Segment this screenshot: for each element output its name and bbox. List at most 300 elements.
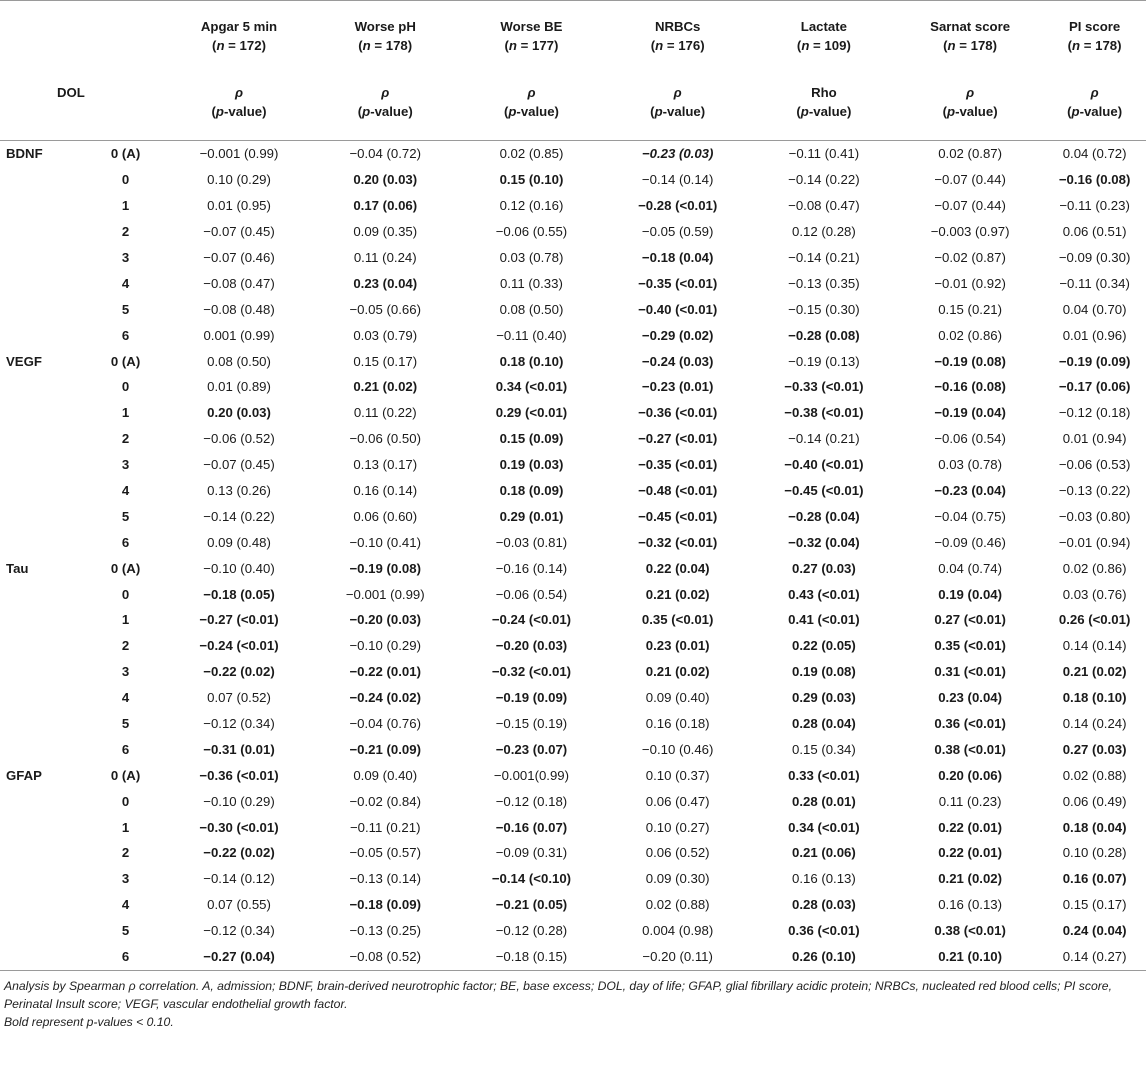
dol-value: 0 bbox=[121, 793, 130, 809]
correlation-cell: −0.40 (<0.01) bbox=[638, 301, 718, 317]
correlation-cell: −0.30 (<0.01) bbox=[199, 819, 279, 835]
correlation-cell: 0.04 (0.74) bbox=[938, 560, 1002, 576]
correlation-cell: −0.22 (0.02) bbox=[203, 845, 275, 861]
correlation-cell: −0.19 (0.13) bbox=[788, 353, 860, 369]
table-row bbox=[0, 607, 1146, 633]
correlation-cell: 0.01 (0.95) bbox=[207, 198, 271, 214]
stat-label: ρ bbox=[235, 84, 244, 100]
dol-value: 2 bbox=[121, 845, 130, 861]
correlation-cell: −0.06 (0.53) bbox=[1058, 457, 1131, 473]
correlation-cell: 0.20 (0.03) bbox=[207, 405, 271, 421]
correlation-cell: 0.13 (0.17) bbox=[353, 457, 418, 473]
correlation-cell: −0.40 (<0.01) bbox=[784, 457, 864, 473]
column-title: Worse BE bbox=[500, 19, 563, 34]
correlation-cell: −0.11 (0.41) bbox=[788, 146, 860, 162]
table-row bbox=[0, 555, 1146, 581]
correlation-cell: 0.10 (0.27) bbox=[645, 819, 710, 835]
stat-label: ρ bbox=[673, 84, 682, 100]
correlation-cell: 0.20 (0.06) bbox=[938, 767, 1002, 783]
correlation-cell: −0.15 (0.30) bbox=[788, 301, 860, 317]
column-sample-size: (n = 178) bbox=[943, 38, 998, 53]
table-row bbox=[0, 167, 1146, 193]
header-row-statistics bbox=[0, 75, 1146, 141]
correlation-cell: −0.07 (0.44) bbox=[934, 198, 1006, 214]
correlation-cell: 0.11 (0.23) bbox=[938, 793, 1002, 809]
dol-value: 5 bbox=[121, 923, 130, 939]
correlation-cell: 0.11 (0.22) bbox=[353, 405, 417, 421]
table-row bbox=[0, 141, 1146, 167]
correlation-cell: 0.22 (0.01) bbox=[938, 819, 1002, 835]
correlation-cell: −0.19 (0.09) bbox=[495, 690, 568, 706]
correlation-cell: −0.28 (0.08) bbox=[788, 327, 860, 343]
correlation-cell: −0.003 (0.97) bbox=[930, 224, 1010, 240]
correlation-cell: −0.13 (0.35) bbox=[788, 275, 860, 291]
correlation-cell: −0.09 (0.30) bbox=[1058, 250, 1131, 265]
correlation-cell: 0.09 (0.40) bbox=[353, 767, 418, 783]
column-header bbox=[605, 1, 751, 75]
correlation-cell: −0.07 (0.45) bbox=[203, 224, 275, 240]
biomarker-label: Tau bbox=[6, 560, 29, 576]
correlation-cell: 0.21 (0.02) bbox=[1062, 664, 1127, 680]
correlation-cell: −0.23 (0.03) bbox=[641, 146, 714, 162]
column-header bbox=[897, 1, 1043, 75]
dol-value: 6 bbox=[121, 327, 130, 343]
correlation-cell: −0.14 (0.14) bbox=[641, 172, 714, 188]
column-stat-header bbox=[605, 75, 751, 141]
correlation-cell: −0.09 (0.46) bbox=[934, 534, 1006, 550]
dol-value: 0 bbox=[121, 586, 130, 602]
table-row bbox=[0, 426, 1146, 452]
dol-value: 1 bbox=[121, 198, 130, 214]
correlation-cell: 0.02 (0.86) bbox=[1062, 560, 1127, 576]
correlation-cell: −0.02 (0.87) bbox=[934, 250, 1006, 265]
biomarker-label bbox=[0, 219, 91, 245]
correlation-cell: 0.28 (0.03) bbox=[792, 897, 856, 913]
correlation-cell: 0.001 (0.99) bbox=[203, 327, 275, 343]
correlation-cell: −0.15 (0.19) bbox=[495, 716, 568, 732]
dol-value: 6 bbox=[121, 741, 130, 757]
column-title: Lactate bbox=[800, 19, 847, 34]
table-row bbox=[0, 270, 1146, 296]
correlation-cell: 0.04 (0.70) bbox=[1062, 301, 1127, 317]
correlation-cell: 0.03 (0.78) bbox=[499, 250, 564, 265]
correlation-cell: 0.04 (0.72) bbox=[1062, 146, 1127, 162]
correlation-cell: −0.35 (<0.01) bbox=[638, 457, 718, 473]
correlation-cell: −0.06 (0.55) bbox=[495, 224, 568, 240]
correlation-cell: 0.43 (<0.01) bbox=[788, 586, 860, 602]
table-row bbox=[0, 478, 1146, 504]
correlation-cell: −0.14 (0.12) bbox=[203, 871, 275, 887]
correlation-cell: 0.18 (0.10) bbox=[499, 353, 564, 369]
correlation-cell: 0.29 (<0.01) bbox=[495, 405, 568, 421]
correlation-cell: 0.21 (0.06) bbox=[792, 845, 856, 861]
correlation-cell: 0.15 (0.34) bbox=[792, 741, 856, 757]
dol-value: 0 (A) bbox=[110, 146, 141, 162]
biomarker-label bbox=[0, 400, 91, 426]
correlation-cell: −0.35 (<0.01) bbox=[638, 275, 718, 291]
biomarker-label bbox=[0, 814, 91, 840]
table-row bbox=[0, 685, 1146, 711]
table-row bbox=[0, 348, 1146, 374]
table-row bbox=[0, 219, 1146, 245]
dol-value: 5 bbox=[121, 716, 130, 732]
correlation-cell: −0.23 (0.07) bbox=[495, 741, 568, 757]
correlation-cell: −0.38 (<0.01) bbox=[784, 405, 864, 421]
table-row bbox=[0, 529, 1146, 555]
footnote-bold-note: Bold represent p-values < 0.10. bbox=[4, 1014, 174, 1029]
correlation-cell: 0.15 (0.17) bbox=[353, 353, 418, 369]
table-row bbox=[0, 581, 1146, 607]
biomarker-label bbox=[0, 503, 91, 529]
correlation-cell: 0.28 (0.04) bbox=[792, 716, 856, 732]
correlation-cell: −0.07 (0.44) bbox=[934, 172, 1006, 188]
correlation-cell: −0.001 (0.99) bbox=[345, 586, 425, 602]
correlation-cell: 0.29 (0.01) bbox=[499, 508, 564, 524]
sample-size-value: 176 bbox=[678, 38, 701, 53]
correlation-cell: −0.11 (0.40) bbox=[496, 327, 567, 343]
correlation-cell: 0.35 (<0.01) bbox=[641, 612, 714, 628]
biomarker-label: BDNF bbox=[6, 146, 43, 162]
stat-label: ρ bbox=[1090, 84, 1099, 100]
biomarker-label bbox=[0, 633, 91, 659]
correlation-cell: 0.06 (0.52) bbox=[645, 845, 710, 861]
correlation-cell: −0.03 (0.81) bbox=[495, 534, 568, 550]
correlation-cell: 0.29 (0.03) bbox=[792, 690, 856, 706]
table-body bbox=[0, 141, 1146, 971]
correlation-cell: −0.05 (0.59) bbox=[641, 224, 714, 240]
table-row bbox=[0, 866, 1146, 892]
correlation-cell: 0.41 (<0.01) bbox=[788, 612, 860, 628]
dol-value: 4 bbox=[121, 897, 130, 913]
correlation-cell: −0.27 (<0.01) bbox=[638, 431, 718, 447]
correlation-cell: −0.22 (0.01) bbox=[349, 664, 421, 680]
correlation-cell: 0.22 (0.05) bbox=[792, 638, 856, 654]
correlation-cell: 0.16 (0.13) bbox=[938, 897, 1002, 913]
correlation-cell: 0.16 (0.18) bbox=[645, 716, 710, 732]
correlation-cell: −0.18 (0.04) bbox=[641, 250, 714, 265]
correlation-cell: −0.24 (0.02) bbox=[349, 690, 421, 706]
pvalue-label: (p-value) bbox=[650, 103, 706, 119]
correlation-cell: 0.24 (0.04) bbox=[1062, 923, 1127, 939]
correlation-cell: −0.08 (0.48) bbox=[203, 301, 275, 317]
correlation-cell: −0.10 (0.46) bbox=[641, 741, 714, 757]
dol-value: 1 bbox=[121, 612, 130, 628]
column-sample-size: (n = 109) bbox=[796, 38, 851, 53]
dol-value: 0 bbox=[121, 379, 130, 395]
biomarker-label bbox=[0, 270, 91, 296]
correlation-cell: 0.12 (0.28) bbox=[792, 224, 856, 240]
column-stat-header bbox=[897, 75, 1043, 141]
correlation-cell: 0.06 (0.47) bbox=[645, 793, 710, 809]
correlation-cell: −0.13 (0.14) bbox=[349, 871, 421, 887]
table-row bbox=[0, 296, 1146, 322]
correlation-cell: 0.06 (0.49) bbox=[1062, 793, 1127, 809]
correlation-cell: −0.32 (<0.01) bbox=[491, 664, 572, 680]
correlation-cell: −0.14 (0.22) bbox=[203, 508, 275, 524]
column-header bbox=[751, 1, 897, 75]
correlation-cell: 0.27 (0.03) bbox=[792, 560, 856, 576]
correlation-cell: −0.01 (0.92) bbox=[934, 275, 1006, 291]
stat-label: ρ bbox=[381, 84, 390, 100]
correlation-cell: 0.03 (0.76) bbox=[1062, 586, 1127, 602]
dol-value: 4 bbox=[121, 483, 130, 499]
biomarker-label bbox=[0, 529, 91, 555]
correlation-cell: 0.22 (0.01) bbox=[938, 845, 1002, 861]
correlation-cell: −0.36 (<0.01) bbox=[638, 405, 718, 421]
column-header bbox=[312, 1, 458, 75]
correlation-cell: 0.27 (0.03) bbox=[1062, 741, 1127, 757]
correlation-cell: −0.28 (<0.01) bbox=[638, 198, 718, 214]
table-row bbox=[0, 762, 1146, 788]
correlation-cell: 0.14 (0.27) bbox=[1043, 944, 1146, 970]
correlation-cell: 0.34 (<0.01) bbox=[788, 819, 860, 835]
correlation-cell: −0.19 (0.08) bbox=[349, 560, 421, 576]
correlation-cell: −0.24 (0.03) bbox=[641, 353, 714, 369]
sample-size-value: 178 bbox=[970, 38, 993, 53]
column-title: PI score bbox=[1068, 19, 1121, 34]
correlation-cell: 0.16 (0.07) bbox=[1062, 871, 1127, 887]
correlation-cell: 0.26 (<0.01) bbox=[1058, 612, 1131, 628]
stat-label: ρ bbox=[527, 84, 536, 100]
correlation-cell: 0.20 (0.03) bbox=[353, 172, 418, 188]
table-row bbox=[0, 788, 1146, 814]
correlation-cell: 0.06 (0.60) bbox=[353, 508, 418, 524]
correlation-cell: −0.001(0.99) bbox=[493, 767, 570, 783]
correlation-cell: −0.09 (0.31) bbox=[495, 845, 568, 861]
dol-value: 1 bbox=[121, 405, 130, 421]
correlation-cell: 0.02 (0.85) bbox=[499, 146, 564, 162]
biomarker-label bbox=[0, 607, 91, 633]
correlation-cell: 0.03 (0.79) bbox=[353, 327, 418, 343]
correlation-cell: −0.19 (0.09) bbox=[1058, 353, 1131, 369]
biomarker-label bbox=[0, 478, 91, 504]
correlation-cell: 0.02 (0.86) bbox=[938, 327, 1002, 343]
biomarker-label bbox=[0, 892, 91, 918]
correlation-cell: −0.10 (0.29) bbox=[203, 793, 275, 809]
correlation-cell: −0.31 (0.01) bbox=[203, 741, 275, 757]
table-row bbox=[0, 452, 1146, 478]
correlation-cell: 0.36 (<0.01) bbox=[934, 716, 1006, 732]
correlation-cell: −0.06 (0.54) bbox=[934, 431, 1006, 447]
pvalue-label: (p-value) bbox=[796, 103, 852, 119]
correlation-cell: −0.08 (0.47) bbox=[788, 198, 860, 214]
biomarker-label bbox=[0, 659, 91, 685]
biomarker-label bbox=[0, 426, 91, 452]
dol-value: 4 bbox=[121, 275, 130, 291]
correlation-cell: 0.07 (0.55) bbox=[207, 897, 271, 913]
correlation-cell: −0.01 (0.94) bbox=[1058, 534, 1131, 550]
column-stat-header bbox=[751, 75, 897, 141]
correlation-cell: 0.15 (0.21) bbox=[938, 301, 1002, 317]
header-empty-cell bbox=[0, 1, 91, 75]
correlation-cell: 0.10 (0.29) bbox=[207, 172, 271, 188]
correlation-cell: 0.03 (0.78) bbox=[938, 457, 1002, 473]
dol-value: 0 (A) bbox=[110, 767, 141, 783]
dol-value: 2 bbox=[121, 638, 130, 654]
correlation-cell: 0.23 (0.04) bbox=[353, 275, 418, 291]
correlation-cell: 0.11 (0.24) bbox=[353, 250, 417, 265]
column-stat-header bbox=[312, 75, 458, 141]
correlation-cell: −0.48 (<0.01) bbox=[638, 483, 718, 499]
correlation-cell: −0.24 (<0.01) bbox=[491, 612, 572, 628]
biomarker-label bbox=[0, 685, 91, 711]
correlation-cell: −0.08 (0.47) bbox=[203, 275, 275, 291]
table-row bbox=[0, 814, 1146, 840]
dol-value: 6 bbox=[121, 534, 130, 550]
correlation-cell: −0.08 (0.52) bbox=[312, 944, 458, 970]
dol-value: 0 (A) bbox=[110, 353, 141, 369]
correlation-cell: 0.09 (0.48) bbox=[207, 534, 271, 550]
correlation-cell: 0.36 (<0.01) bbox=[788, 923, 860, 939]
column-stat-header bbox=[458, 75, 604, 141]
correlation-cell: −0.45 (<0.01) bbox=[638, 508, 718, 524]
correlation-cell: 0.15 (0.09) bbox=[499, 431, 564, 447]
sample-size-value: 178 bbox=[1095, 38, 1118, 53]
correlation-cell: −0.36 (<0.01) bbox=[199, 767, 279, 783]
correlation-cell: 0.01 (0.89) bbox=[207, 379, 271, 395]
correlation-cell: −0.07 (0.45) bbox=[203, 457, 275, 473]
correlation-cell: −0.14 (0.21) bbox=[788, 250, 860, 265]
column-sample-size: (n = 178) bbox=[1067, 38, 1122, 53]
column-header bbox=[166, 1, 312, 75]
sample-size-value: 178 bbox=[385, 38, 408, 53]
biomarker-label: VEGF bbox=[6, 353, 42, 369]
table-row bbox=[0, 245, 1146, 271]
footnote-abbreviations: Analysis by Spearman ρ correlation. A, admission; BDNF, brain-derived neurotrophic factor; BE, base excess; DOL, day of life; GFAP, glial fibrillary acidic protein; NRBCs, nucleated red blood cells; PI score, Perinatal Insult score; VEGF, vascular endothelial growth factor. bbox=[4, 978, 1112, 1011]
correlation-cell: 0.18 (0.04) bbox=[1062, 819, 1127, 835]
correlation-cell: −0.32 (<0.01) bbox=[638, 534, 718, 550]
correlation-cell: −0.24 (<0.01) bbox=[199, 638, 279, 654]
biomarker-label bbox=[0, 711, 91, 737]
table-row bbox=[0, 840, 1146, 866]
correlation-cell: −0.16 (0.08) bbox=[934, 379, 1006, 395]
table-row bbox=[0, 659, 1146, 685]
biomarker-label bbox=[0, 944, 91, 970]
correlation-cell: 0.21 (0.02) bbox=[645, 586, 710, 602]
correlation-cell: 0.22 (0.04) bbox=[645, 560, 710, 576]
correlation-cell: −0.11 (0.34) bbox=[1059, 275, 1130, 291]
correlation-cell: 0.27 (<0.01) bbox=[934, 612, 1006, 628]
column-sample-size: (n = 178) bbox=[358, 38, 413, 53]
dol-value: 5 bbox=[121, 301, 130, 317]
correlation-cell: 0.10 (0.37) bbox=[645, 767, 710, 783]
biomarker-label bbox=[0, 452, 91, 478]
table-row bbox=[0, 892, 1146, 918]
correlation-cell: 0.01 (0.96) bbox=[1062, 327, 1127, 343]
correlation-cell: −0.12 (0.34) bbox=[203, 716, 275, 732]
correlation-cell: −0.29 (0.02) bbox=[641, 327, 714, 343]
correlation-cell: −0.16 (0.14) bbox=[495, 560, 568, 576]
correlation-cell: 0.09 (0.35) bbox=[353, 224, 418, 240]
correlation-cell: −0.21 (0.05) bbox=[495, 897, 568, 913]
correlation-cell: 0.21 (0.02) bbox=[353, 379, 418, 395]
correlation-cell: −0.20 (0.03) bbox=[495, 638, 568, 654]
correlation-cell: 0.38 (<0.01) bbox=[934, 741, 1006, 757]
correlation-cell: −0.02 (0.84) bbox=[349, 793, 421, 809]
biomarker-label bbox=[0, 245, 91, 271]
correlation-cell: 0.01 (0.94) bbox=[1062, 431, 1127, 447]
correlation-cell: −0.18 (0.05) bbox=[203, 586, 275, 602]
correlation-cell: −0.27 (<0.01) bbox=[199, 612, 279, 628]
correlation-cell: 0.38 (<0.01) bbox=[934, 923, 1006, 939]
correlation-cell: 0.09 (0.40) bbox=[645, 690, 710, 706]
correlation-cell: −0.11 (0.21) bbox=[349, 819, 421, 835]
column-stat-header bbox=[1043, 75, 1146, 141]
correlation-cell: 0.02 (0.87) bbox=[938, 146, 1002, 162]
table-row bbox=[0, 633, 1146, 659]
correlation-cell: 0.15 (0.10) bbox=[499, 172, 564, 188]
correlation-cell: −0.20 (0.03) bbox=[349, 612, 421, 628]
correlation-cell: 0.09 (0.30) bbox=[645, 871, 710, 887]
pvalue-label: (p-value) bbox=[503, 103, 559, 119]
correlation-cell: 0.28 (0.01) bbox=[792, 793, 856, 809]
header-dol bbox=[0, 75, 166, 141]
sample-size-value: 109 bbox=[824, 38, 847, 53]
correlation-cell: 0.23 (0.01) bbox=[645, 638, 710, 654]
pvalue-label: (p-value) bbox=[942, 103, 998, 119]
column-header bbox=[458, 1, 604, 75]
biomarker-label bbox=[0, 866, 91, 892]
column-header bbox=[1043, 1, 1146, 75]
biomarker-label: GFAP bbox=[6, 767, 42, 783]
correlation-cell: −0.04 (0.75) bbox=[934, 508, 1006, 524]
sample-size-value: 172 bbox=[239, 38, 262, 53]
stat-label: ρ bbox=[966, 84, 975, 100]
column-title: NRBCs bbox=[654, 19, 701, 34]
correlation-cell: 0.12 (0.16) bbox=[499, 198, 564, 214]
biomarker-label bbox=[0, 296, 91, 322]
correlation-cell: −0.12 (0.18) bbox=[495, 793, 568, 809]
correlation-cell: 0.13 (0.26) bbox=[207, 483, 271, 499]
dol-value: 0 bbox=[121, 172, 130, 188]
biomarker-label bbox=[0, 788, 91, 814]
correlation-cell: 0.14 (0.24) bbox=[1062, 716, 1127, 732]
correlation-cell: −0.10 (0.41) bbox=[349, 534, 421, 550]
correlation-cell: −0.07 (0.46) bbox=[203, 250, 275, 265]
correlation-cell: −0.13 (0.22) bbox=[1058, 483, 1131, 499]
correlation-cell: 0.21 (0.02) bbox=[645, 664, 710, 680]
dol-value: 3 bbox=[121, 664, 130, 680]
correlation-cell: 0.11 (0.33) bbox=[500, 275, 563, 291]
correlation-cell: −0.10 (0.40) bbox=[203, 560, 275, 576]
pvalue-label: (p-value) bbox=[357, 103, 413, 119]
correlation-cell: 0.08 (0.50) bbox=[499, 301, 564, 317]
pvalue-label: (p-value) bbox=[211, 103, 267, 119]
correlation-cell: 0.16 (0.13) bbox=[792, 871, 856, 887]
correlation-cell: −0.06 (0.50) bbox=[349, 431, 421, 447]
correlation-cell: −0.14 (0.21) bbox=[788, 431, 860, 447]
correlation-cell: −0.06 (0.54) bbox=[495, 586, 568, 602]
correlation-cell: −0.05 (0.66) bbox=[349, 301, 421, 317]
table-footnote bbox=[0, 971, 1146, 1031]
dol-value: 3 bbox=[121, 871, 130, 887]
header-row-variables bbox=[0, 1, 1146, 75]
correlation-cell: −0.21 (0.09) bbox=[349, 741, 421, 757]
biomarker-label bbox=[0, 918, 91, 944]
correlation-cell: −0.11 (0.23) bbox=[1059, 198, 1130, 214]
correlation-cell: −0.45 (<0.01) bbox=[784, 483, 864, 499]
table-row bbox=[0, 374, 1146, 400]
biomarker-label bbox=[0, 322, 91, 348]
correlation-cell: 0.35 (<0.01) bbox=[934, 638, 1006, 654]
correlation-cell: −0.04 (0.76) bbox=[349, 716, 421, 732]
correlation-cell: 0.07 (0.52) bbox=[207, 690, 271, 706]
column-sample-size: (n = 177) bbox=[504, 38, 559, 53]
dol-value: 3 bbox=[121, 250, 130, 265]
correlation-cell: 0.004 (0.98) bbox=[642, 923, 714, 939]
biomarker-label bbox=[0, 374, 91, 400]
sample-size-value: 177 bbox=[531, 38, 554, 53]
